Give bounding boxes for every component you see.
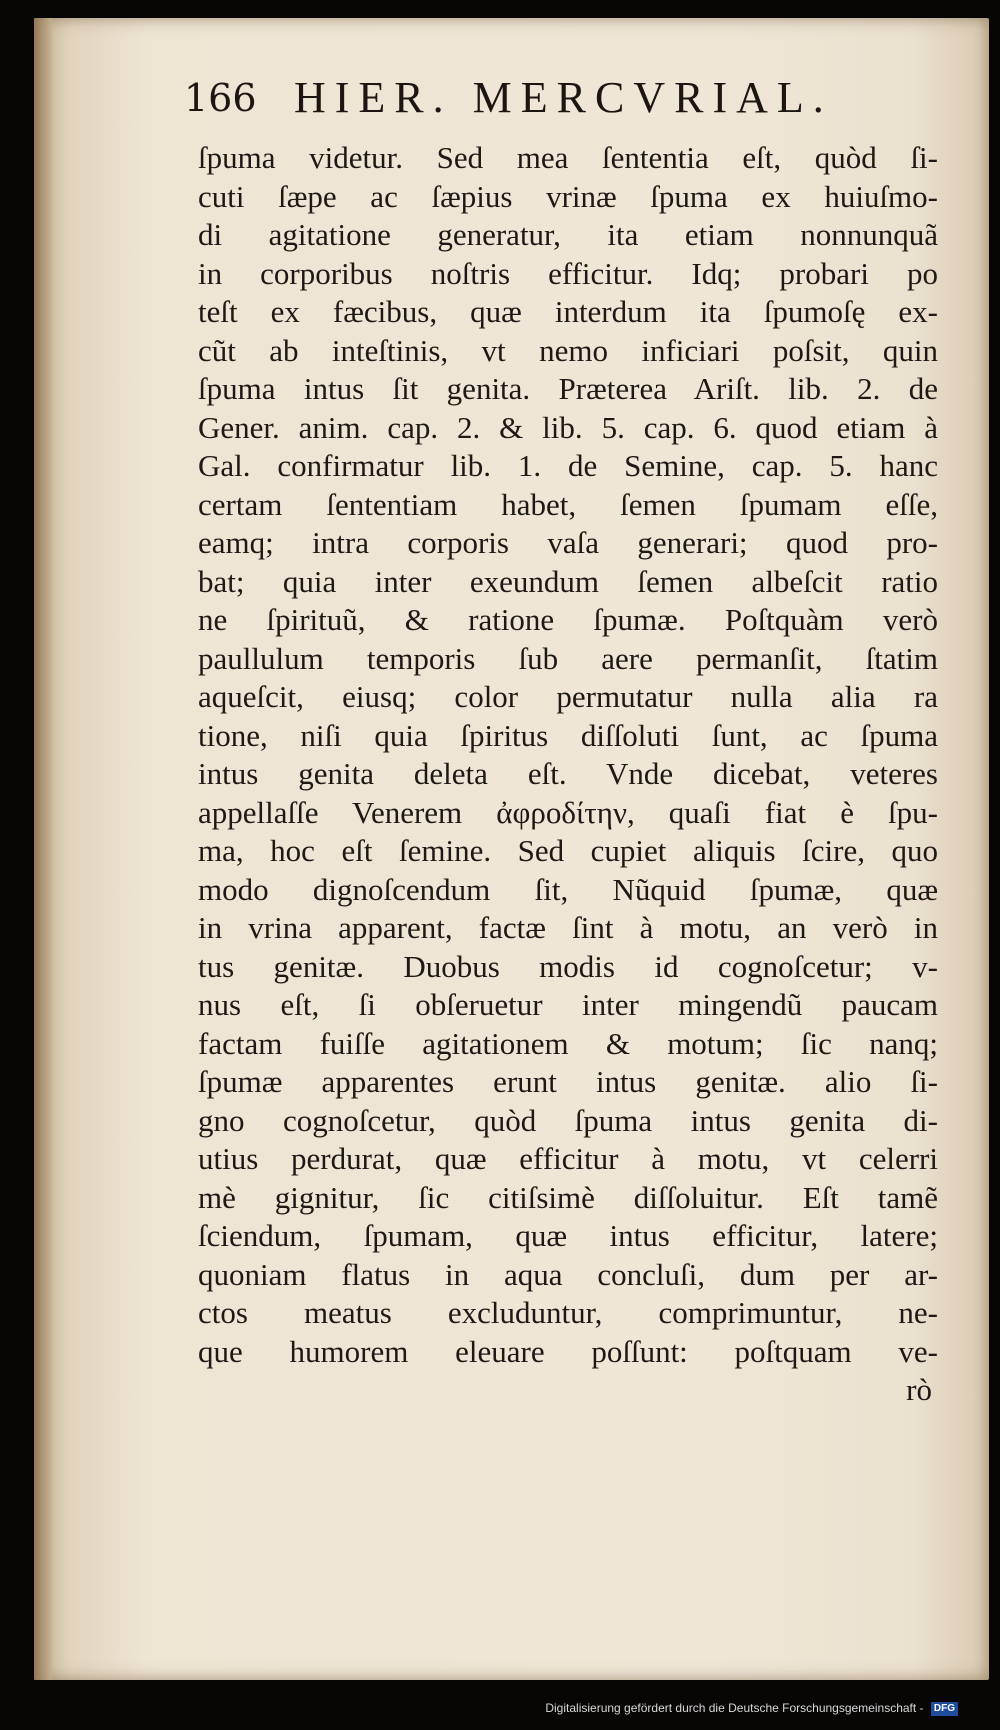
digitization-credit: [545, 1701, 958, 1716]
text-line: appellaſſe Venerem ἀφροδίτην, quaſi fiat è ſpu-: [198, 794, 938, 830]
catchword: rò: [906, 1372, 932, 1407]
text-line: bat; quia inter exeundum ſemen albeſcit ratio: [198, 563, 938, 599]
text-line: in vrina apparent, factæ ſint à motu, an verò in: [198, 910, 938, 945]
text-line: ma, hoc eſt ſemine. Sed cupiet aliquis ſcire, quo: [198, 833, 938, 868]
running-head: [184, 72, 844, 128]
page-number: 166: [184, 76, 257, 120]
text-line: nus eſt, ſi obſeruetur inter mingendũ paucam: [198, 987, 938, 1022]
text-line: quoniam flatus in aqua concluſi, dum per ar-: [198, 1256, 938, 1292]
text-line: cũt ab inteſtinis, vt nemo inficiari poſsit, quin: [198, 332, 938, 368]
text-line: utius perdurat, quæ efficitur à motu, vt celerri: [198, 1141, 938, 1176]
text-line: eamq; intra corporis vaſa generari; quod pro-: [198, 525, 938, 560]
text-line: mè gignitur, ſic citiſsimè diſſoluitur. Eſt tamẽ: [198, 1179, 938, 1215]
text-line: cuti ſæpe ac ſæpius vrinæ ſpuma ex huiuſmo-: [198, 178, 938, 214]
text-line: paullulum temporis ſub aere permanſit, ſtatim: [198, 640, 938, 676]
body-text: [198, 139, 938, 1410]
text-line: ſpuma intus ſit genita. Præterea Ariſt. lib. 2. de: [198, 371, 938, 406]
text-line: teſt ex fæcibus, quæ interdum ita ſpumoſę ex-: [198, 294, 938, 329]
page-gutter-shadow: [34, 18, 52, 1680]
text-line: Gener. anim. cap. 2. & lib. 5. cap. 6. quod etiam à: [198, 409, 938, 445]
text-line: ſpumæ apparentes erunt intus genitæ. alio ſi-: [198, 1064, 938, 1099]
text-line: Gal. confirmatur lib. 1. de Semine, cap. 5. hanc: [198, 448, 938, 483]
text-line: in corporibus noſtris efficitur. Idq; probari po: [198, 255, 938, 291]
text-line: ſciendum, ſpumam, quæ intus efficitur, latere;: [198, 1218, 938, 1253]
text-line: tione, niſi quia ſpiritus diſſoluti ſunt, ac ſpuma: [198, 717, 938, 753]
text-line: intus genita deleta eſt. Vnde dicebat, veteres: [198, 756, 938, 791]
text-line: que humorem eleuare poſſunt: poſtquam ve-: [198, 1333, 938, 1369]
text-line: factam fuiſſe agitationem & motum; ſic nanq;: [198, 1025, 938, 1061]
text-line: ne ſpirituũ, & ratione ſpumæ. Poſtquàm verò: [198, 602, 938, 637]
text-line: ctos meatus excluduntur, comprimuntur, ne-: [198, 1295, 938, 1330]
text-line: modo dignoſcendum ſit, Nũquid ſpumæ, quæ: [198, 871, 938, 907]
text-line: aqueſcit, eiusq; color permutatur nulla alia ra: [198, 679, 938, 714]
text-line: di agitatione generatur, ita etiam nonnunquã: [198, 217, 938, 252]
running-title: HIER. MERCVRIAL.: [294, 73, 833, 122]
text-line: ſpuma videtur. Sed mea ſententia eſt, quòd ſi-: [198, 140, 938, 175]
dfg-logo: DFG: [931, 1702, 958, 1716]
credit-text: Digitalisierung gefördert durch die Deutsche Forschungsgemeinschaft -: [545, 1701, 924, 1716]
text-line: gno cognoſcetur, quòd ſpuma intus genita di-: [198, 1102, 938, 1138]
text-line: certam ſententiam habet, ſemen ſpumam eſſe,: [198, 486, 938, 522]
text-line: tus genitæ. Duobus modis id cognoſcetur; v-: [198, 948, 938, 984]
